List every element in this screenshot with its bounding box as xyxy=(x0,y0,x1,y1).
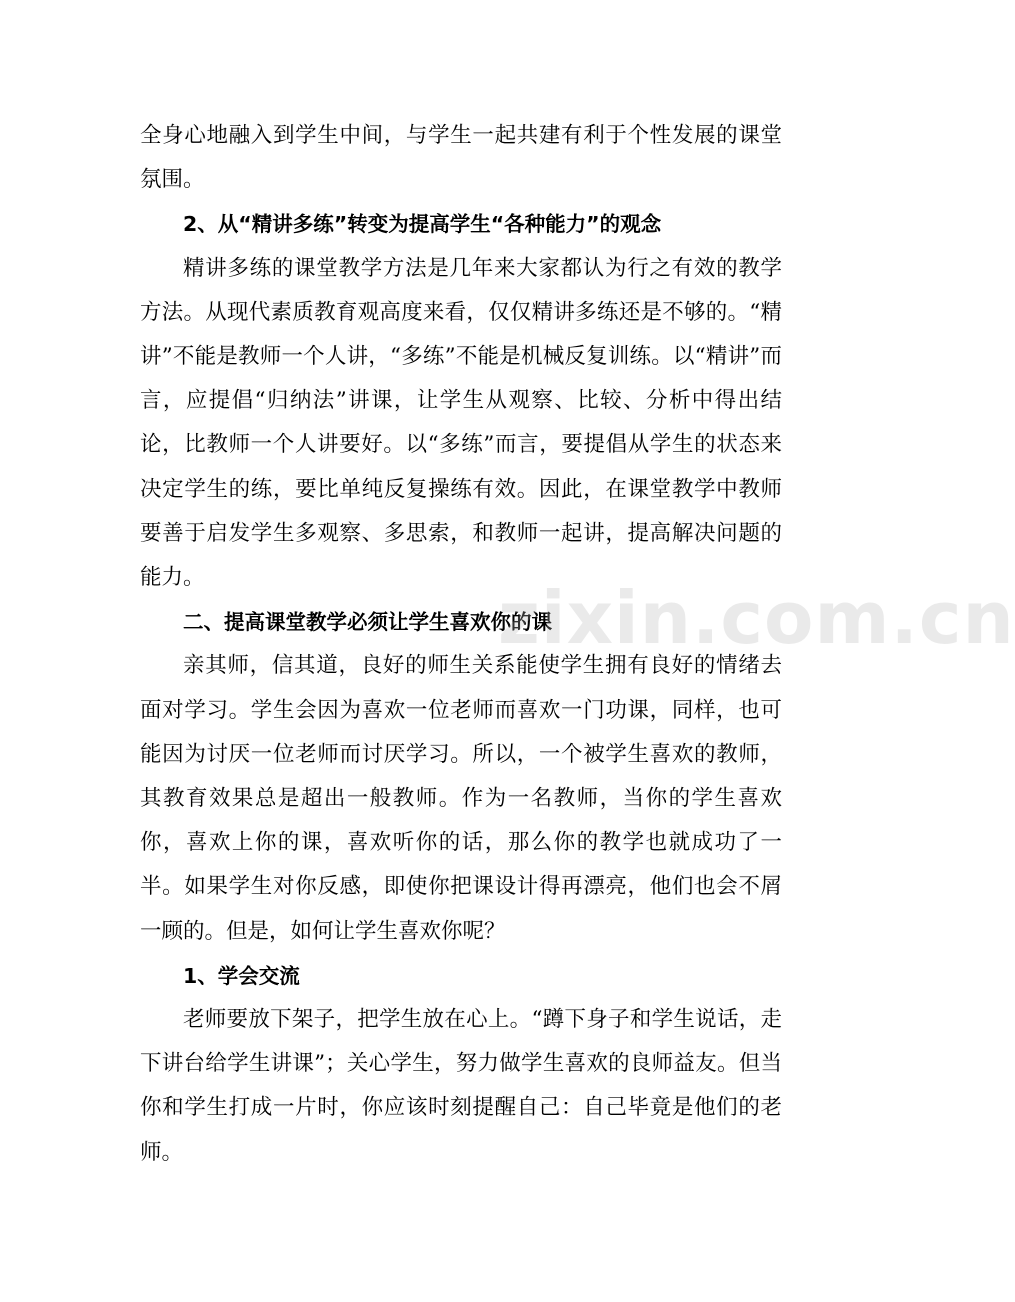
watermark-text: zixin.com.cn xyxy=(498,576,1015,660)
paragraph-body: 亲其师，信其道，良好的师生关系能使学生拥有良好的情绪去面对学习。学生会因为喜欢一位老师而喜欢一门功课，同样，也可能因为讨厌一位老师而讨厌学习。所以，一个被学生喜欢的教师，其教育效果总是超出一般教师。作为一名教师，当你的学生喜欢你，喜欢上你的课，喜欢听你的话，那么你的教学也就成功了一半。如果学生对你反感，即使你把课设计得再漂亮，他们也会不屑一顾的。但是，如何让学生喜欢你呢？ xyxy=(140,653,782,944)
section-heading-1: 1、学会交流 xyxy=(183,963,300,988)
section-heading-2: 2、从“精讲多练”转变为提高学生“各种能力”的观念 xyxy=(183,212,662,237)
paragraph-body: 精讲多练的课堂教学方法是几年来大家都认为行之有效的教学方法。从现代素质教育观高度来看，仅仅精讲多练还是不够的。“精讲”不能是教师一个人讲，“多练”不能是机械反复训练。以“精讲”而言，应提倡“归纳法”讲课，让学生从观察、比较、分析中得出结论，比教师一个人讲要好。以“多练”而言，要提倡从学生的状态来决定学生的练，要比单纯反复操练有效。因此，在课堂教学中教师要善于启发学生多观察、多思索，和教师一起讲，提高解决问题的能力。 xyxy=(140,255,782,591)
document-body xyxy=(140,114,782,1175)
paragraph-body: 老师要放下架子，把学生放在心上。“蹲下身子和学生说话，走下讲台给学生讲课”；关心学生，努力做学生喜欢的良师益友。但当你和学生打成一片时，你应该时刻提醒自己：自己毕竟是他们的老师。 xyxy=(140,1007,782,1165)
paragraph-continuation: 全身心地融入到学生中间，与学生一起共建有利于个性发展的课堂氛围。 xyxy=(140,123,782,193)
section-heading-part-2: 二、提高课堂教学必须让学生喜欢你的课 xyxy=(183,610,552,635)
